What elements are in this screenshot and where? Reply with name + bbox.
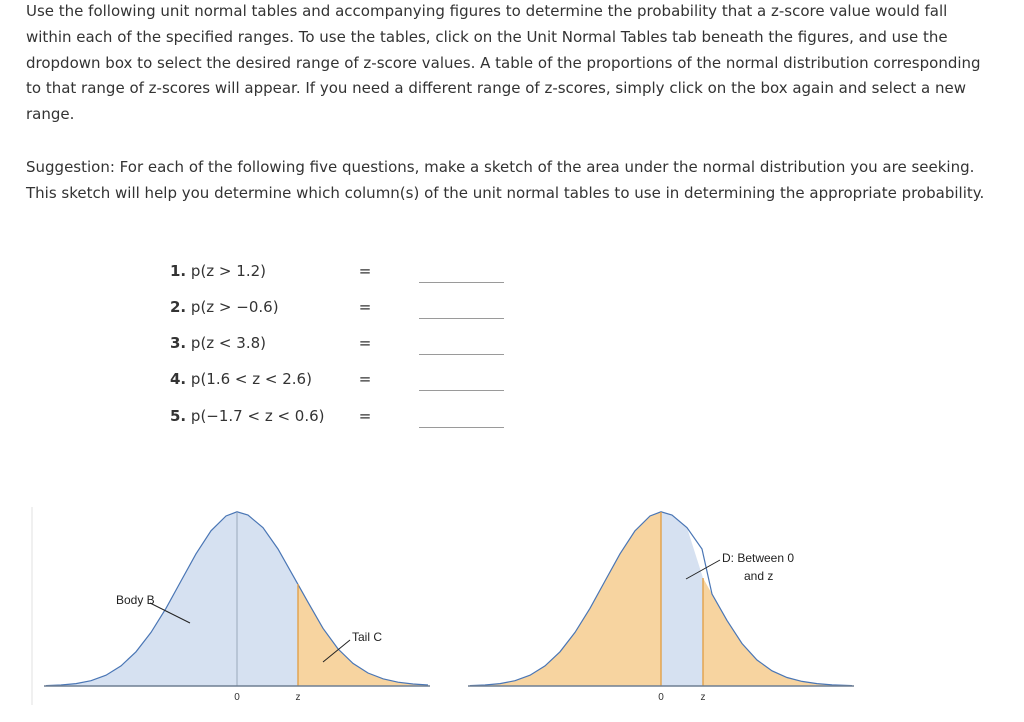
left-figure (32, 507, 430, 705)
question-expression: p(1.6 < z < 2.6) (190, 370, 312, 388)
z-tick-label: z (295, 692, 301, 703)
equals-sign: = (358, 298, 372, 316)
body-label: Body B (116, 593, 155, 607)
question-expression: p(z > 1.2) (190, 262, 266, 280)
between-area (661, 512, 703, 686)
equals-sign: = (358, 334, 372, 352)
question-number: 3. (170, 334, 187, 352)
equals-sign: = (358, 262, 372, 280)
zero-tick-label: 0 (658, 692, 664, 703)
question-number: 2. (170, 298, 187, 316)
equals-sign: = (358, 407, 372, 425)
z-tick-label: z (700, 692, 706, 703)
body-area (46, 512, 298, 686)
d-label-line1: D: Between 0 (722, 551, 795, 565)
right-figure (468, 512, 854, 703)
question-number: 1. (170, 262, 187, 280)
equals-sign: = (358, 370, 372, 388)
question-number: 5. (170, 407, 187, 425)
zero-tick-label: 0 (234, 692, 240, 703)
question-number: 4. (170, 370, 187, 388)
question-expression: p(−1.7 < z < 0.6) (190, 407, 325, 425)
d-label-line2: and z (744, 569, 774, 583)
suggestion-paragraph: Suggestion: For each of the following five questions, make a sketch of the area under the normal distribution you are seeking. This sketch will help you determine which column(s) of the unit normal tables to use in determining the appropriate probability. (26, 158, 985, 202)
question-expression: p(z < 3.8) (190, 334, 266, 352)
question-expression: p(z > −0.6) (190, 298, 279, 316)
instructions-paragraph: Use the following unit normal tables and accompanying figures to determine the probability that a z-score value would fall within each of the specified ranges. To use the tables, click on the Unit Normal Tables tab beneath the figures, and use the dropdown box to select the desired range of z-score values. A table of the proportions of the normal distribution corresponding to that range of z-scores will appear. If you need a different range of z-scores, simply click on the box again and select a new range. (26, 2, 981, 124)
tail-label: Tail C (352, 630, 383, 644)
